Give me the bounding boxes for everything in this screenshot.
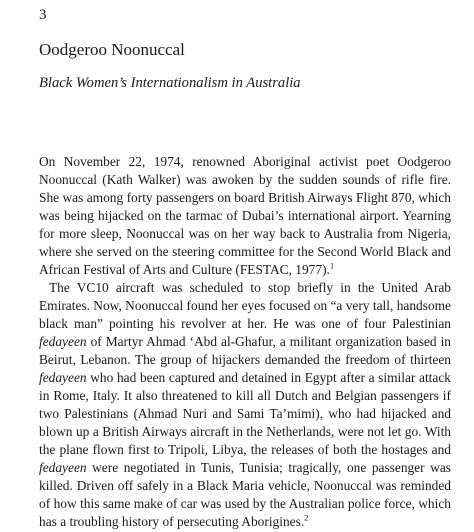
- body-text: [39, 153, 451, 531]
- text-run: On November 22, 1974, renowned Aboriginal activist poet Oodgeroo Noonuccal (Kath Walker) was awoken by the sudden sounds of rifle fire. She was among forty passengers on board British Airways Flight 870, which was being hijacked on the tarmac of Dubai’s international airport. Yearning for more sleep, Noonuccal was on her way back to Australia from Nigeria, where she served on the steering committee for the Second World Black and African Festival of Arts and Culture (FESTAC, 1977).: [39, 154, 451, 277]
- text-run: who had been captured and detained in Egypt after a similar attack in Rome, Italy. It also threatened to kill all Dutch and Belgian passengers if two Palestinians (Ahmad Nuri and Sami Ta’mimi), who had hijacked and blown up a British Airways aircraft in the Netherlands, were not let go. With the plane flown first to Tripoli, Libya, the releases of both the hostages and: [39, 370, 451, 457]
- footnote-ref-2[interactable]: 2: [304, 512, 309, 523]
- chapter-subtitle: Black Women’s Internationalism in Australia: [39, 75, 301, 91]
- chapter-title: Oodgeroo Noonuccal: [39, 40, 185, 59]
- paragraph-1: [39, 153, 451, 279]
- italic-term: fedayeen: [39, 460, 87, 475]
- chapter-number: 3: [39, 7, 47, 23]
- text-run: The VC10 aircraft was scheduled to stop briefly in the United Arab Emirates. Now, Noonuccal found her eyes focused on “a very tall, handsome black man” pointing his revolver at her. He was one of four Palestinian: [39, 280, 451, 331]
- paragraph-2: [39, 279, 451, 531]
- italic-term: fedayeen: [39, 334, 87, 349]
- text-run: of Martyr Ahmad ‘Abd al-Ghafur, a militant organization based in Beirut, Lebanon. The group of hijackers demanded the freedom of thirteen: [39, 334, 451, 367]
- footnote-ref-1[interactable]: 1: [329, 260, 335, 271]
- text-run: were negotiated in Tunis, Tunisia; tragically, one passenger was killed. Driven off safely in a Black Maria vehicle, Noonuccal was reminded of how this same make of car was used by the Australian police force, which has a troubling history of persecuting Aborigines.: [39, 460, 451, 529]
- italic-term: fedayeen: [39, 370, 87, 385]
